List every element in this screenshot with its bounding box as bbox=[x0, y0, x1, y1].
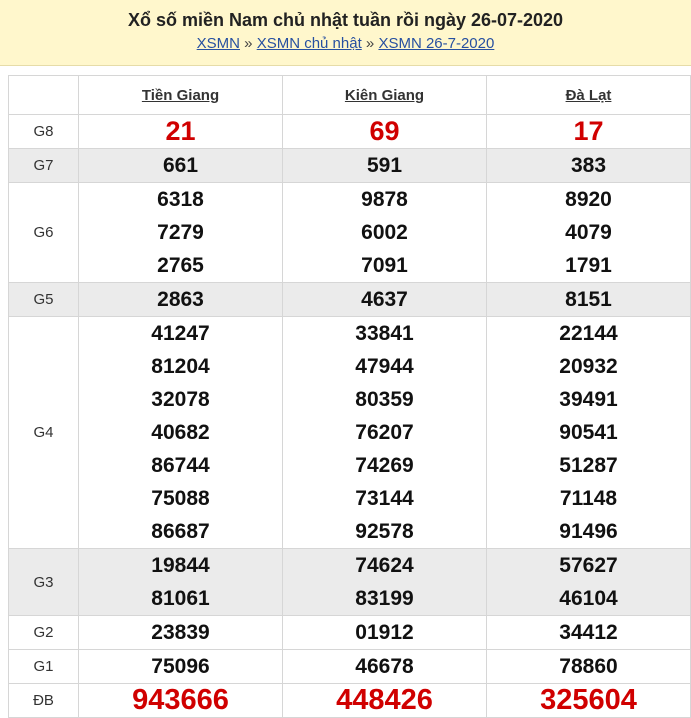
prize-number: 1791 bbox=[565, 254, 612, 277]
prize-number: 4079 bbox=[565, 221, 612, 244]
prize-cell bbox=[79, 183, 283, 283]
prize-number: 47944 bbox=[355, 355, 414, 378]
prize-number: 86687 bbox=[151, 520, 210, 543]
prize-cell bbox=[283, 115, 487, 149]
prize-number: 8920 bbox=[565, 188, 612, 211]
prize-number: 76207 bbox=[355, 421, 414, 444]
prize-cell bbox=[487, 650, 691, 684]
prize-number: 34412 bbox=[559, 621, 618, 644]
prize-cell bbox=[487, 283, 691, 317]
prize-number: 75096 bbox=[151, 655, 210, 678]
prize-number: 81204 bbox=[151, 355, 210, 378]
prize-cell bbox=[283, 650, 487, 684]
breadcrumb-xsmn-sunday[interactable]: XSMN chủ nhật bbox=[256, 35, 362, 52]
prize-row-g1 bbox=[9, 650, 691, 684]
prize-number: 17 bbox=[573, 116, 604, 146]
prize-label: G8 bbox=[9, 115, 79, 149]
prize-number: 71148 bbox=[559, 487, 618, 510]
prize-number: 22144 bbox=[559, 322, 618, 345]
prize-number: 2765 bbox=[157, 254, 204, 277]
prize-cell bbox=[487, 549, 691, 616]
prize-row-g2 bbox=[9, 616, 691, 650]
corner-cell bbox=[9, 76, 79, 115]
prize-row-g3 bbox=[9, 549, 691, 616]
breadcrumb-xsmn[interactable]: XSMN bbox=[196, 35, 240, 52]
prize-number: 75088 bbox=[151, 487, 210, 510]
prize-number: 383 bbox=[570, 154, 607, 177]
province-kien-giang[interactable]: Kiên Giang bbox=[283, 76, 487, 115]
prize-cell bbox=[283, 283, 487, 317]
prize-row-g5 bbox=[9, 283, 691, 317]
province-header-row bbox=[9, 76, 691, 115]
prize-label: G4 bbox=[9, 317, 79, 549]
prize-number: 51287 bbox=[559, 454, 618, 477]
prize-number: 32078 bbox=[151, 388, 210, 411]
breadcrumb-sep: » bbox=[365, 35, 375, 52]
prize-number: 81061 bbox=[151, 587, 210, 610]
prize-cell bbox=[79, 149, 283, 183]
breadcrumb-xsmn-date[interactable]: XSMN 26-7-2020 bbox=[378, 35, 495, 52]
breadcrumb bbox=[0, 35, 691, 52]
prize-row-g8 bbox=[9, 115, 691, 149]
prize-cell bbox=[79, 283, 283, 317]
prize-number: 6318 bbox=[157, 188, 204, 211]
prize-cell bbox=[79, 616, 283, 650]
prize-number: 74269 bbox=[355, 454, 414, 477]
prize-cell bbox=[487, 317, 691, 549]
province-tien-giang[interactable]: Tiền Giang bbox=[79, 76, 283, 115]
prize-number: 7279 bbox=[157, 221, 204, 244]
prize-number: 7091 bbox=[361, 254, 408, 277]
prize-label: G3 bbox=[9, 549, 79, 616]
prize-cell bbox=[283, 149, 487, 183]
results-table-wrap bbox=[8, 75, 691, 718]
prize-label: G1 bbox=[9, 650, 79, 684]
prize-cell bbox=[79, 650, 283, 684]
prize-number: 90541 bbox=[559, 421, 618, 444]
prize-cell bbox=[79, 684, 283, 718]
prize-number: 92578 bbox=[355, 520, 414, 543]
prize-label: G5 bbox=[9, 283, 79, 317]
page-header bbox=[0, 0, 691, 66]
prize-number: 6002 bbox=[361, 221, 408, 244]
prize-cell bbox=[283, 549, 487, 616]
prize-cell bbox=[283, 183, 487, 283]
prize-number: 8151 bbox=[565, 288, 612, 311]
prize-cell bbox=[79, 317, 283, 549]
breadcrumb-sep: » bbox=[244, 35, 253, 52]
prize-number: 2863 bbox=[157, 288, 204, 311]
prize-label: ĐB bbox=[9, 684, 79, 718]
prize-number: 9878 bbox=[361, 188, 408, 211]
prize-label: G6 bbox=[9, 183, 79, 283]
prize-label: G7 bbox=[9, 149, 79, 183]
prize-number: 19844 bbox=[151, 554, 210, 577]
prize-number: 325604 bbox=[540, 684, 637, 716]
prize-cell bbox=[283, 616, 487, 650]
prize-number: 21 bbox=[165, 116, 196, 146]
prize-row-g6 bbox=[9, 183, 691, 283]
prize-number: 73144 bbox=[355, 487, 414, 510]
prize-number: 83199 bbox=[355, 587, 414, 610]
prize-cell bbox=[487, 115, 691, 149]
prize-cell bbox=[487, 183, 691, 283]
prize-number: 39491 bbox=[559, 388, 618, 411]
prize-number: 591 bbox=[366, 154, 403, 177]
prize-number: 86744 bbox=[151, 454, 210, 477]
prize-number: 57627 bbox=[559, 554, 618, 577]
prize-number: 33841 bbox=[355, 322, 414, 345]
prize-row-đb bbox=[9, 684, 691, 718]
prize-label: G2 bbox=[9, 616, 79, 650]
prize-cell bbox=[79, 115, 283, 149]
results-table bbox=[8, 75, 691, 718]
prize-number: 01912 bbox=[355, 621, 414, 644]
prize-cell bbox=[79, 549, 283, 616]
prize-number: 69 bbox=[369, 116, 400, 146]
prize-number: 78860 bbox=[559, 655, 618, 678]
prize-number: 74624 bbox=[355, 554, 414, 577]
prize-number: 41247 bbox=[151, 322, 210, 345]
prize-row-g7 bbox=[9, 149, 691, 183]
prize-number: 448426 bbox=[336, 684, 433, 716]
prize-cell bbox=[283, 684, 487, 718]
prize-number: 80359 bbox=[355, 388, 414, 411]
prize-number: 46104 bbox=[559, 587, 618, 610]
prize-row-g4 bbox=[9, 317, 691, 549]
prize-number: 40682 bbox=[151, 421, 210, 444]
prize-number: 20932 bbox=[559, 355, 618, 378]
prize-number: 91496 bbox=[559, 520, 618, 543]
prize-cell bbox=[487, 616, 691, 650]
province-da-lat[interactable]: Đà Lạt bbox=[487, 76, 691, 115]
prize-cell bbox=[487, 684, 691, 718]
prize-number: 943666 bbox=[132, 684, 229, 716]
prize-number: 46678 bbox=[355, 655, 414, 678]
prize-cell bbox=[283, 317, 487, 549]
prize-cell bbox=[487, 149, 691, 183]
prize-number: 23839 bbox=[151, 621, 210, 644]
page-title: Xổ số miền Nam chủ nhật tuần rồi ngày 26-07-2020 bbox=[127, 10, 564, 30]
prize-number: 4637 bbox=[361, 288, 408, 311]
prize-number: 661 bbox=[162, 154, 199, 177]
